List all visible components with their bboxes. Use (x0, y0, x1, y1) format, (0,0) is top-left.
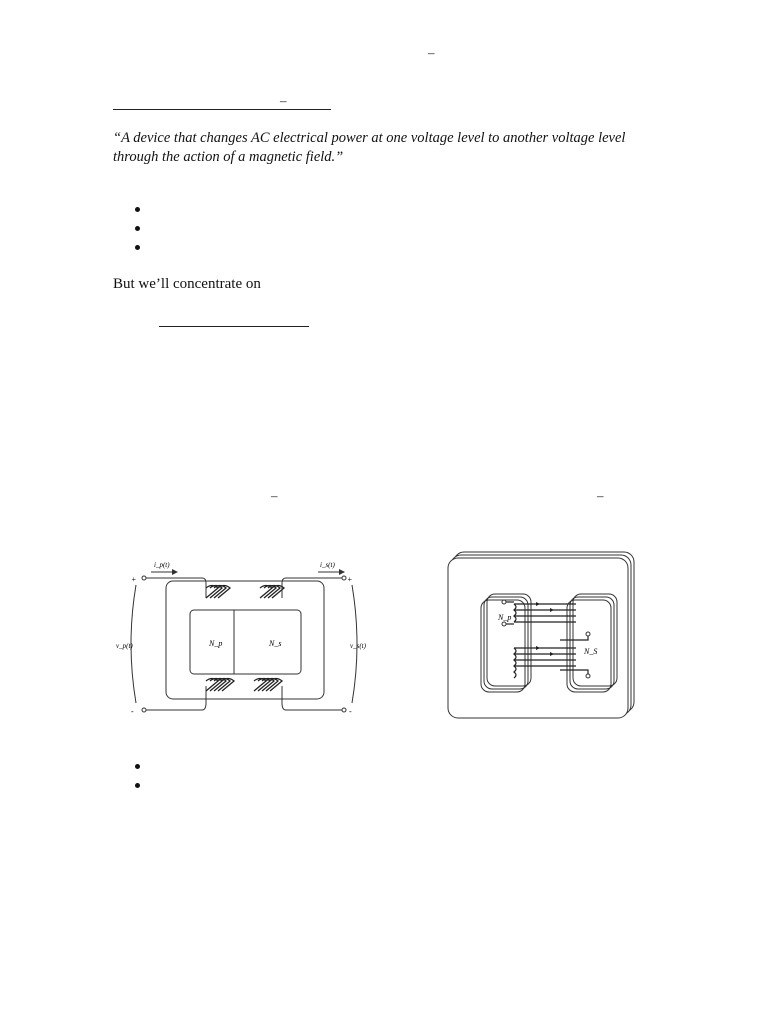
concentrate-text: But we’ll concentrate on (113, 276, 261, 292)
shell-primary-turns-label: N_p (498, 613, 512, 622)
bullet-point (135, 207, 140, 212)
bullet-point (135, 226, 140, 231)
primary-plus-label: + (131, 575, 137, 584)
primary-minus-label: - (131, 707, 134, 716)
heading-dash-mark: – (280, 93, 287, 108)
bullet-point (135, 783, 140, 788)
primary-turns-label: N_p (209, 639, 223, 648)
secondary-minus-label: - (349, 707, 352, 716)
figure-left-dash-mark: – (271, 488, 278, 503)
bullet-point (135, 764, 140, 769)
primary-current-label: i_p(t) (154, 561, 170, 569)
secondary-current-label: i_s(t) (320, 561, 335, 569)
secondary-plus-label: + (347, 575, 353, 584)
primary-voltage-label: v_p(t) (116, 642, 133, 650)
shell-type-transformer-figure (440, 548, 640, 720)
top-dash-mark: – (428, 45, 435, 60)
section-underline (159, 326, 309, 327)
core-type-transformer-figure (114, 553, 374, 723)
bullet-point (135, 245, 140, 250)
shell-secondary-turns-label: N_S (584, 647, 598, 656)
secondary-voltage-label: v_s(t) (350, 642, 366, 650)
figure-right-dash-mark: – (597, 488, 604, 503)
heading-underline (113, 109, 331, 110)
definition-quote: “A device that changes AC electrical power at one voltage level to another voltage level through the action of a magnetic field.” (113, 130, 626, 165)
secondary-turns-label: N_s (269, 639, 282, 648)
